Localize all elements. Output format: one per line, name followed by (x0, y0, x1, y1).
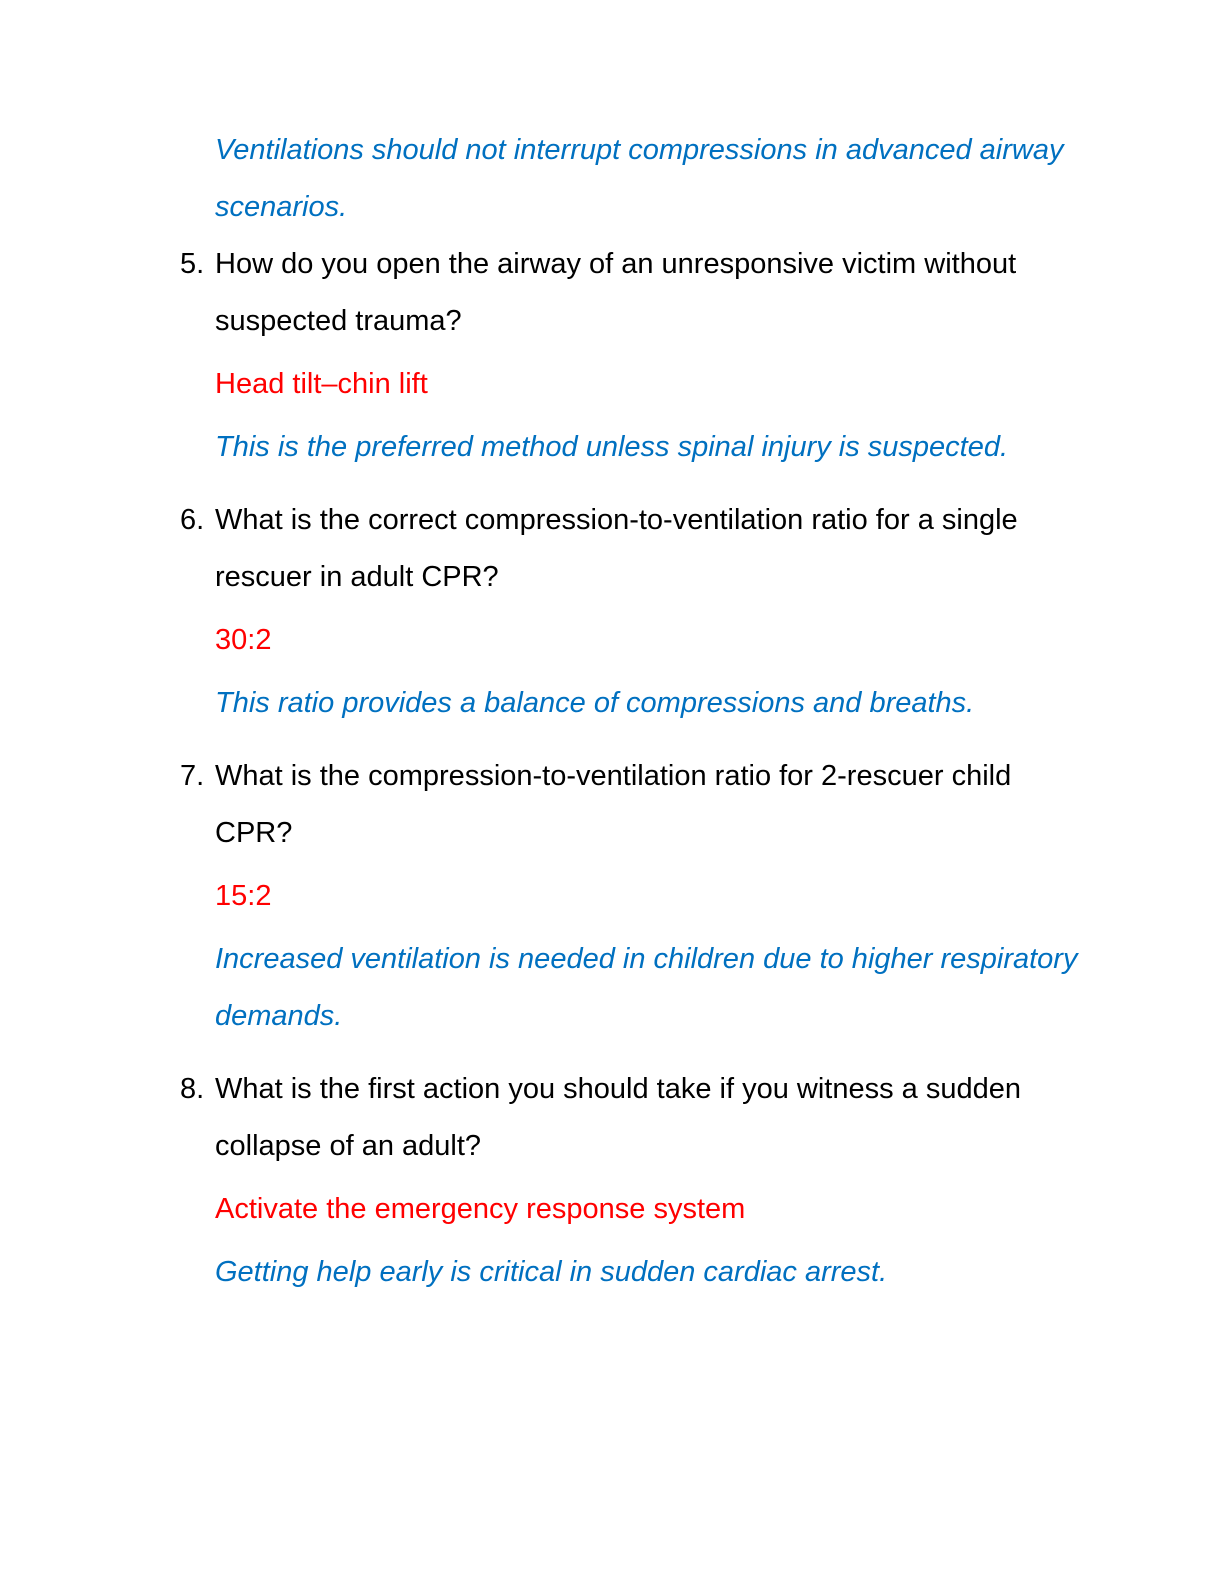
item-number: 8. (180, 1073, 205, 1105)
qa-item-8 (180, 1061, 1085, 1301)
answer-text: 30:2 (215, 624, 272, 656)
explanation-text: This ratio provides a balance of compressions and breaths. (215, 687, 975, 719)
item-number: 5. (180, 248, 205, 280)
question-text: What is the correct compression-to-ventilation ratio for a single rescuer in adult CPR? (215, 504, 1018, 593)
answer-text: Activate the emergency response system (215, 1193, 746, 1225)
item-number: 6. (180, 504, 205, 536)
explanation-text: Getting help early is critical in sudden cardiac arrest. (215, 1256, 888, 1288)
qa-item-6 (180, 492, 1085, 732)
qa-item-7 (180, 748, 1085, 1045)
question-text: How do you open the airway of an unresponsive victim without suspected trauma? (215, 248, 1017, 337)
explanation-text: Increased ventilation is needed in children due to higher respiratory demands. (215, 943, 1078, 1032)
qa-item-5 (180, 236, 1085, 476)
document-content (180, 122, 1085, 1317)
question-text: What is the first action you should take if you witness a sudden collapse of an adult? (215, 1073, 1021, 1162)
answer-text: Head tilt–chin lift (215, 368, 428, 400)
answer-text: 15:2 (215, 880, 272, 912)
explanation-text: This is the preferred method unless spinal injury is suspected. (215, 431, 1009, 463)
item-number: 7. (180, 760, 205, 792)
intro-explanation-continuation: Ventilations should not interrupt compressions in advanced airway scenarios. (215, 134, 1064, 223)
question-text: What is the compression-to-ventilation ratio for 2-rescuer child CPR? (215, 760, 1012, 849)
